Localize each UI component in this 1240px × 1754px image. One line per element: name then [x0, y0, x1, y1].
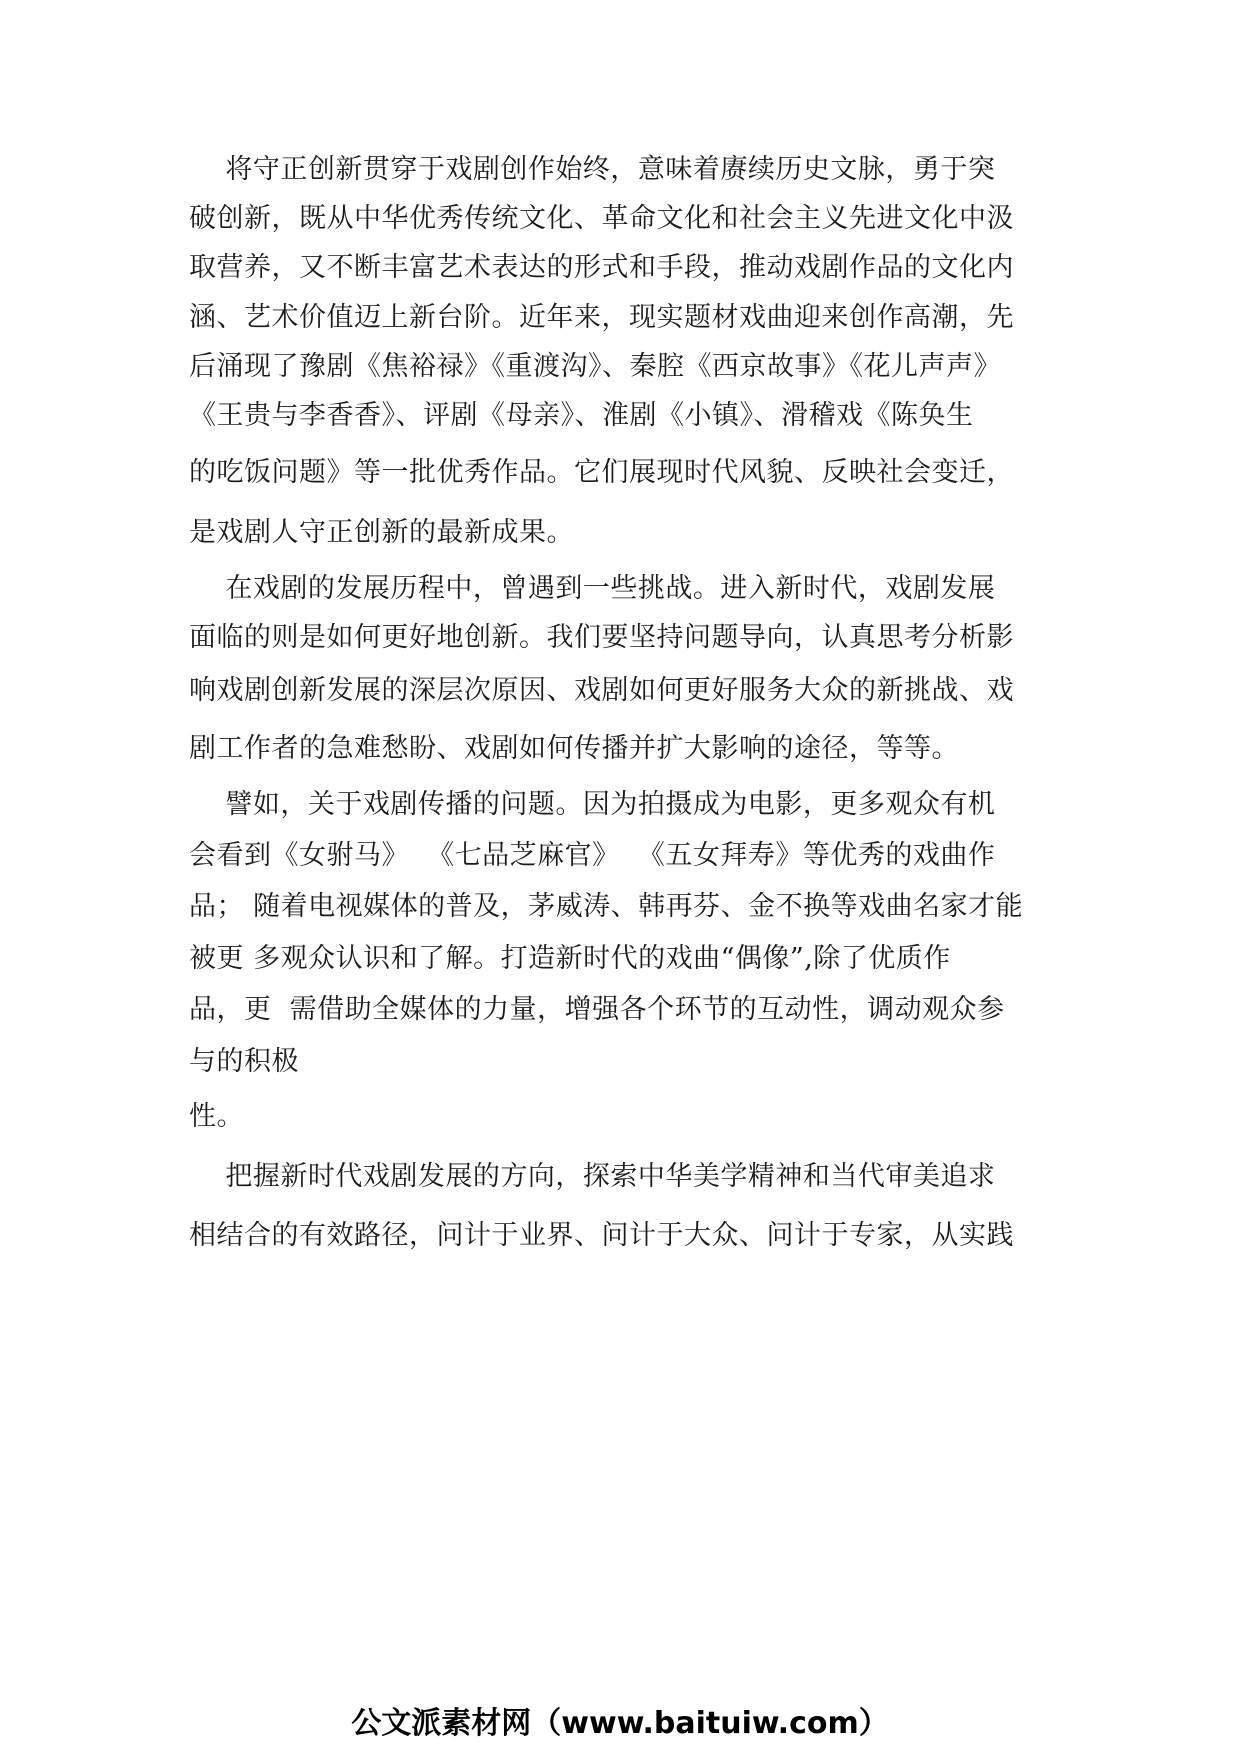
body-line: 的吃饭问题》等一批优秀作品。它们展现时代风貌、反映社会变迁， [189, 457, 1014, 488]
footer-watermark: 公文派素材网（www.baituiw.com） [351, 1706, 889, 1741]
body-line: 后涌现了豫剧《焦裕禄》《重渡沟》、秦腔《西京故事》《花儿声声》 [189, 351, 1001, 382]
body-line: 响戏剧创新发展的深层次原因、戏剧如何更好服务大众的新挑战、戏 [189, 675, 1014, 706]
body-line: 破创新，既从中华优秀传统文化、革命文化和社会主义先进文化中汲 [189, 203, 1014, 234]
body-line: 在戏剧的发展历程中，曾遇到一些挑战。进入新时代，戏剧发展 [189, 573, 996, 604]
body-line: 相结合的有效路径，问计于业界、问计于大众、问计于专家，从实践 [189, 1220, 1014, 1251]
body-line: 与的积极 [189, 1046, 299, 1077]
body-line: 被更 多观众认识和了解。打造新时代的戏曲“偶像”,除了优质作 [189, 943, 951, 974]
body-line: 面临的则是如何更好地创新。我们要坚持问题导向，认真思考分析影 [189, 622, 1014, 653]
body-line: 剧工作者的急难愁盼、戏剧如何传播并扩大影响的途径，等等。 [189, 733, 959, 764]
body-line: 把握新时代戏剧发展的方向，探索中华美学精神和当代审美追求 [189, 1161, 996, 1192]
body-line: 《王贵与李香香》、评剧《母亲》、淮剧《小镇》、滑稽戏《陈奂生 [189, 400, 974, 431]
body-line: 性。 [189, 1101, 244, 1132]
body-line: 会看到《女驸马》 《七品芝麻官》 《五女拜寿》等优秀的戏曲作 [189, 840, 996, 871]
body-line: 品； 随着电视媒体的普及，茅威涛、韩再芬、金不换等戏曲名家才能 [189, 891, 1024, 922]
body-line: 是戏剧人守正创新的最新成果。 [189, 517, 574, 548]
body-line: 取营养，又不断丰富艺术表达的形式和手段，推动戏剧作品的文化内 [189, 252, 1014, 283]
body-line: 将守正创新贯穿于戏剧创作始终，意味着赓续历史文脉，勇于突 [189, 154, 996, 185]
body-line: 品，更 需借助全媒体的力量，增强各个环节的互动性，调动观众参 [189, 994, 1005, 1025]
body-line: 涵、艺术价值迈上新台阶。近年来，现实题材戏曲迎来创作高潮，先 [189, 302, 1014, 333]
body-line: 譬如，关于戏剧传播的问题。因为拍摄成为电影，更多观众有机 [189, 789, 996, 820]
